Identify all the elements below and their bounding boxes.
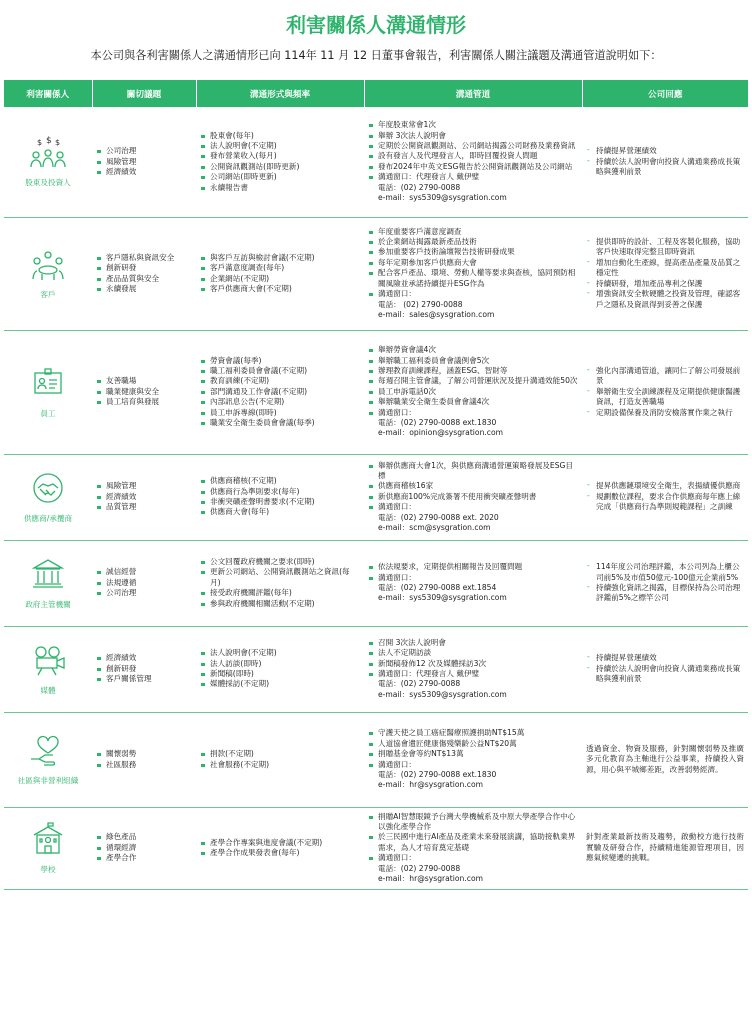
channel-item: 捐贈基金會等約NT$13萬 — [368, 749, 578, 759]
suppliers-icon — [6, 470, 90, 509]
form-item: 法人說明會(不定期) — [200, 141, 360, 151]
stakeholder-name: 供應商/承攬商 — [23, 513, 73, 523]
community-icon — [6, 733, 90, 772]
forms-cell — [196, 712, 364, 807]
form-item: 公文回覆政府機關之要求(即時) — [200, 557, 360, 567]
stakeholder-cell — [4, 454, 92, 540]
channel-item: 年度重要客戶滿意度調查 — [368, 227, 578, 237]
issue-item: 法規遵循 — [96, 578, 192, 588]
issues-cell — [92, 107, 196, 217]
issue-item: 風險管理 — [96, 157, 192, 167]
response-cell — [582, 540, 748, 626]
channel-item: 參加重要客戶技術論壇報告技術研發成果 — [368, 247, 578, 257]
stakeholder-row — [4, 540, 748, 626]
stakeholder-cell — [4, 626, 92, 712]
form-item: 供應商大會(每年) — [200, 507, 360, 517]
form-item: 部門溝通及工作會議(不定期) — [200, 387, 360, 397]
svg-text:$: $ — [37, 137, 43, 147]
stakeholder-cell — [4, 107, 92, 217]
form-item: 法人說明會(不定期) — [200, 648, 360, 658]
page-title: 利害關係人溝通情形 — [286, 13, 466, 37]
form-item: 客戶供應商大會(不定期) — [200, 284, 360, 294]
stakeholder-name: 媒體 — [40, 685, 56, 695]
form-item: 勞資會議(每季) — [200, 356, 360, 366]
response-item: - 持續強化資訊之揭露，目標保持為公司治理評鑑前5%之標竿公司 — [586, 583, 744, 604]
channel-item: 依法規要求，定期提供相關報告及回覆問題 — [368, 562, 578, 572]
channel-item: 人道協會遺匠健康傷殘樂齡公益NT$20萬 — [368, 739, 578, 749]
response-item: - 提供即時的設計、工程及客製化服務，協助客戶快速取得完整且即時資訊 — [586, 237, 744, 258]
form-item: 公開資訊觀測站(即時更新) — [200, 162, 360, 172]
form-item: 職工福利委員會會議(不定期) — [200, 366, 360, 376]
response-item: - 增強資訊安全軟硬體之投資及管理，確認客戶之隱私及資訊得到妥善之保護 — [586, 289, 744, 310]
form-item: 客戶滿意度調查(每年) — [200, 263, 360, 273]
form-item: 接受政府機關評鑑(每年) — [200, 588, 360, 598]
form-item: 內部訊息公告(不定期) — [200, 397, 360, 407]
channels-cell — [364, 626, 582, 712]
channel-item: 溝通窗口： 電話：(02) 2790-0088 e-mail：hr@sysgration.com — [368, 853, 578, 884]
channel-item: 溝通窗口： 電話：(02) 2790-0088 ext.1854 e-mail：sys5309@sysgration.com — [368, 573, 578, 604]
school-icon — [6, 821, 90, 860]
channels-cell — [364, 540, 582, 626]
customers-icon — [6, 247, 90, 286]
response-cell — [582, 626, 748, 712]
response-text: 針對產業最新技術及趨勢，啟動校方進行技術實驗及研發合作，持續精進能源管理項目，因應氣候變遷的挑戰。 — [586, 832, 744, 863]
issue-item: 永續發展 — [96, 284, 192, 294]
form-item: 社會服務(不定期) — [200, 760, 360, 770]
stakeholder-row — [4, 330, 748, 454]
channel-item: 溝通窗口：代理發言人 戴伊璧 電話：(02) 2790-0088 e-mail：sys5309@sysgration.com — [368, 669, 578, 700]
response-item: - 強化內部溝通管道，讓同仁了解公司發展前景 — [586, 366, 744, 387]
form-item: 產學合作專案與進度會議(不定期) — [200, 838, 360, 848]
issue-item: 客戶隱私與資訊安全 — [96, 253, 192, 263]
issues-cell — [92, 626, 196, 712]
form-item: 發布營業收入(每月) — [200, 151, 360, 161]
channel-item: 每年定期參加客戶供應商大會 — [368, 258, 578, 268]
issue-item: 員工培育與發展 — [96, 397, 192, 407]
channel-item: 於企業網站揭露最新產品技術 — [368, 237, 578, 247]
stakeholder-cell — [4, 807, 92, 889]
channels-cell — [364, 217, 582, 330]
stakeholder-row — [4, 107, 748, 217]
channel-item: 定期於公開資訊觀測站、公司網站揭露公司財務及業務資訊 — [368, 141, 578, 151]
issue-item: 風險管理 — [96, 481, 192, 491]
channels-cell — [364, 807, 582, 889]
forms-cell — [196, 217, 364, 330]
issues-cell — [92, 712, 196, 807]
header-forms: 溝通形式與頻率 — [196, 80, 364, 107]
issue-item: 品質管理 — [96, 502, 192, 512]
channel-item: 每週召開主管會議，了解公司營運狀況及提升溝通效能50次 — [368, 376, 578, 386]
header-stakeholder: 利害關係人 — [4, 80, 92, 107]
channel-item: 發布2024年中英文ESG報告於公開資訊觀測站及公司網站 — [368, 162, 578, 172]
issues-cell — [92, 540, 196, 626]
svg-text:$: $ — [46, 135, 52, 146]
issue-item: 關懷弱勢 — [96, 749, 192, 759]
channel-item: 召開 3次法人說明會 — [368, 638, 578, 648]
channel-item: 舉辦職業安全衛生委員會會議4次 — [368, 397, 578, 407]
channel-item: 溝通窗口： 電話：(02) 2790-0088 ext.1830 e-mail：opinion@sysgration.com — [368, 408, 578, 439]
form-item: 供應商稽核(不定期) — [200, 476, 360, 486]
channel-item: 新聞稿發佈12 次及媒體採訪3次 — [368, 659, 578, 669]
response-item: - 持續於法人說明會向投資人溝通業務成長策略與獲利前景 — [586, 664, 744, 685]
issue-item: 經濟績效 — [96, 492, 192, 502]
form-item: 非衝突礦產聲明書要求(不定期) — [200, 497, 360, 507]
forms-cell — [196, 330, 364, 454]
forms-cell — [196, 807, 364, 889]
svg-text:$: $ — [55, 137, 61, 147]
response-item: - 增加自動化生產線，提高產品產量及品質之穩定性 — [586, 258, 744, 279]
issue-item: 誠信經營 — [96, 567, 192, 577]
issue-item: 客戶關係管理 — [96, 674, 192, 684]
response-item: - 持續提昇營運績效 — [586, 653, 744, 663]
response-cell — [582, 107, 748, 217]
issue-item: 產品品質與安全 — [96, 274, 192, 284]
form-item: 新聞稿(即時) — [200, 669, 360, 679]
channel-item: 於三民國中進行AI產品及產業未來發展演講，協助接軌業界需求，為人才培育奠定基礎 — [368, 832, 578, 853]
form-item: 法人訪談(即時) — [200, 659, 360, 669]
issue-item: 創新研發 — [96, 664, 192, 674]
channel-item: 舉辦勞資會議4次 — [368, 345, 578, 355]
response-item: - 持續提昇營運績效 — [586, 146, 744, 156]
response-item: - 持續研發，增加產品專利之保護 — [586, 279, 744, 289]
form-item: 產學合作成果發表會(每年) — [200, 848, 360, 858]
channel-item: 溝通窗口：代理發言人 戴伊璧 電話：(02) 2790-0088 e-mail：sys5309@sysgration.com — [368, 172, 578, 203]
form-item: 企業網站(不定期) — [200, 274, 360, 284]
response-cell — [582, 454, 748, 540]
channel-item: 捐贈AI智慧眼鏡予台灣大學機械系及中原大學產學合作中心以強化產學合作 — [368, 812, 578, 833]
stakeholder-row — [4, 217, 748, 330]
stakeholder-name: 學校 — [40, 864, 56, 874]
issues-cell — [92, 330, 196, 454]
issue-item: 社區服務 — [96, 760, 192, 770]
intro-text: 本公司與各利害關係人之溝通情形已向 114年 11 月 12 日董事會報告，利害關係人關注議題及溝通管道說明如下： — [90, 49, 662, 62]
header-channels: 溝通管道 — [364, 80, 582, 107]
issues-cell — [92, 217, 196, 330]
form-item: 媒體採訪(不定期) — [200, 679, 360, 689]
channel-item: 守護天使之員工癌症醫療照護捐助NT$15萬 — [368, 728, 578, 738]
stakeholder-name: 政府主管機關 — [25, 599, 71, 609]
form-item: 參與政府機關相關活動(不定期) — [200, 599, 360, 609]
channel-item: 溝通窗口： 電話：(02) 2790-0088 ext. 2020 e-mail：scm@sysgration.com — [368, 502, 578, 533]
channels-cell — [364, 330, 582, 454]
government-icon — [6, 556, 90, 595]
employees-icon — [6, 365, 90, 404]
response-cell — [582, 330, 748, 454]
issue-item: 職業健康與安全 — [96, 387, 192, 397]
issue-item: 綠色產品 — [96, 832, 192, 842]
channel-item: 溝通窗口： 電話：(02) 2790-0088 ext.1830 e-mail：hr@sysgration.com — [368, 760, 578, 791]
response-item: - 提昇供應鏈環境安全衛生，表揚績優供應商 — [586, 481, 744, 491]
form-item: 職業安全衛生委員會會議(每季) — [200, 418, 360, 428]
stakeholder-cell — [4, 330, 92, 454]
stakeholder-row — [4, 626, 748, 712]
form-item: 股東會(每年) — [200, 131, 360, 141]
header-row — [4, 80, 748, 107]
channel-item: 法人不定期訪談 — [368, 648, 578, 658]
stakeholder-name: 客戶 — [40, 290, 56, 299]
media-icon — [6, 642, 90, 681]
response-item: - 持續於法人說明會向投資人溝通業務成長策略與獲利前景 — [586, 157, 744, 178]
response-cell — [582, 712, 748, 807]
form-item: 與客戶互訪與檢討會議(不定期) — [200, 253, 360, 263]
channel-item: 配合客戶產品、環境、勞動人權等要求與查核，協同預防相關風險並承諾持續提升ESG作為 — [368, 268, 578, 289]
response-cell — [582, 807, 748, 889]
channels-cell — [364, 712, 582, 807]
forms-cell — [196, 540, 364, 626]
channels-cell — [364, 107, 582, 217]
issues-cell — [92, 454, 196, 540]
stakeholder-cell — [4, 540, 92, 626]
issue-item: 公司治理 — [96, 146, 192, 156]
stakeholder-name: 股東及投資人 — [25, 178, 71, 188]
form-item: 公司網站(即時更新) — [200, 172, 360, 182]
form-item: 員工申訴專線(即時) — [200, 408, 360, 418]
form-item: 教育訓練(不定期) — [200, 376, 360, 386]
channel-item: 舉辦 3次法人說明會 — [368, 131, 578, 141]
issue-item: 產學合作 — [96, 853, 192, 863]
issue-item: 創新研發 — [96, 263, 192, 273]
issue-item: 友善職場 — [96, 376, 192, 386]
channel-item: 舉辦供應商大會1次，與供應商溝通營運策略發展及ESG目標 — [368, 461, 578, 482]
response-item: - 114年度公司治理評鑑，本公司列為上櫃公司前5%及市值50億元-100億元企業前5% — [586, 562, 744, 583]
channel-item: 舉辦職工福利委員會會議例會5次 — [368, 356, 578, 366]
response-item: - 定期設備保養及消防安檢落實作業之執行 — [586, 408, 744, 418]
forms-cell — [196, 454, 364, 540]
channel-item: 新供應商100%完成簽署不使用衝突礦產聲明書 — [368, 492, 578, 502]
channel-item: 員工申訴電話0次 — [368, 387, 578, 397]
stakeholder-row — [4, 454, 748, 540]
issue-item: 經濟績效 — [96, 167, 192, 177]
form-item: 更新公司網站、公開資訊觀測站之資訊(每月) — [200, 567, 360, 588]
issue-item: 經濟績效 — [96, 653, 192, 663]
channel-item: 溝通窗口： 電話： (02) 2790-0088 e-mail：sales@sysgration.com — [368, 289, 578, 320]
stakeholder-name: 社區與非營利組織 — [17, 776, 79, 785]
response-item: - 規劃數位課程，要求合作供應商每年應上線完成「供應商行為準則規範課程」之訓練 — [586, 492, 744, 513]
shareholders-icon — [6, 135, 90, 174]
stakeholder-row — [4, 807, 748, 889]
form-item: 永續報告書 — [200, 183, 360, 193]
channel-item: 供應商稽核16家 — [368, 481, 578, 491]
forms-cell — [196, 107, 364, 217]
form-item: 捐款(不定期) — [200, 749, 360, 759]
channel-item: 辦理教育訓練課程，涵蓋ESG、智財等 — [368, 366, 578, 376]
stakeholder-cell — [4, 712, 92, 807]
issue-item: 循環經濟 — [96, 843, 192, 853]
response-item: - 舉辦衛生安全訓練課程及定期提供健康醫護資訊，打造友善職場 — [586, 387, 744, 408]
response-cell — [582, 217, 748, 330]
response-text: 透過資金、物資及服務，針對關懷弱勢及推廣多元化教育為主軸進行公益事業，持續投入資源，用心與平城鄉差距，改善弱勢經濟。 — [586, 743, 744, 774]
stakeholder-table — [4, 80, 748, 890]
header-response: 公司回應 — [582, 80, 748, 107]
channel-item: 年度股東常會1次 — [368, 120, 578, 130]
channels-cell — [364, 454, 582, 540]
stakeholder-row — [4, 712, 748, 807]
issues-cell — [92, 807, 196, 889]
stakeholder-cell — [4, 217, 92, 330]
channel-item: 設有發言人及代理發言人，即時回覆投資人問題 — [368, 151, 578, 161]
form-item: 供應商行為準則要求(每年) — [200, 487, 360, 497]
stakeholder-name: 員工 — [40, 408, 56, 418]
issue-item: 公司治理 — [96, 588, 192, 598]
forms-cell — [196, 626, 364, 712]
header-issues: 關切議題 — [92, 80, 196, 107]
